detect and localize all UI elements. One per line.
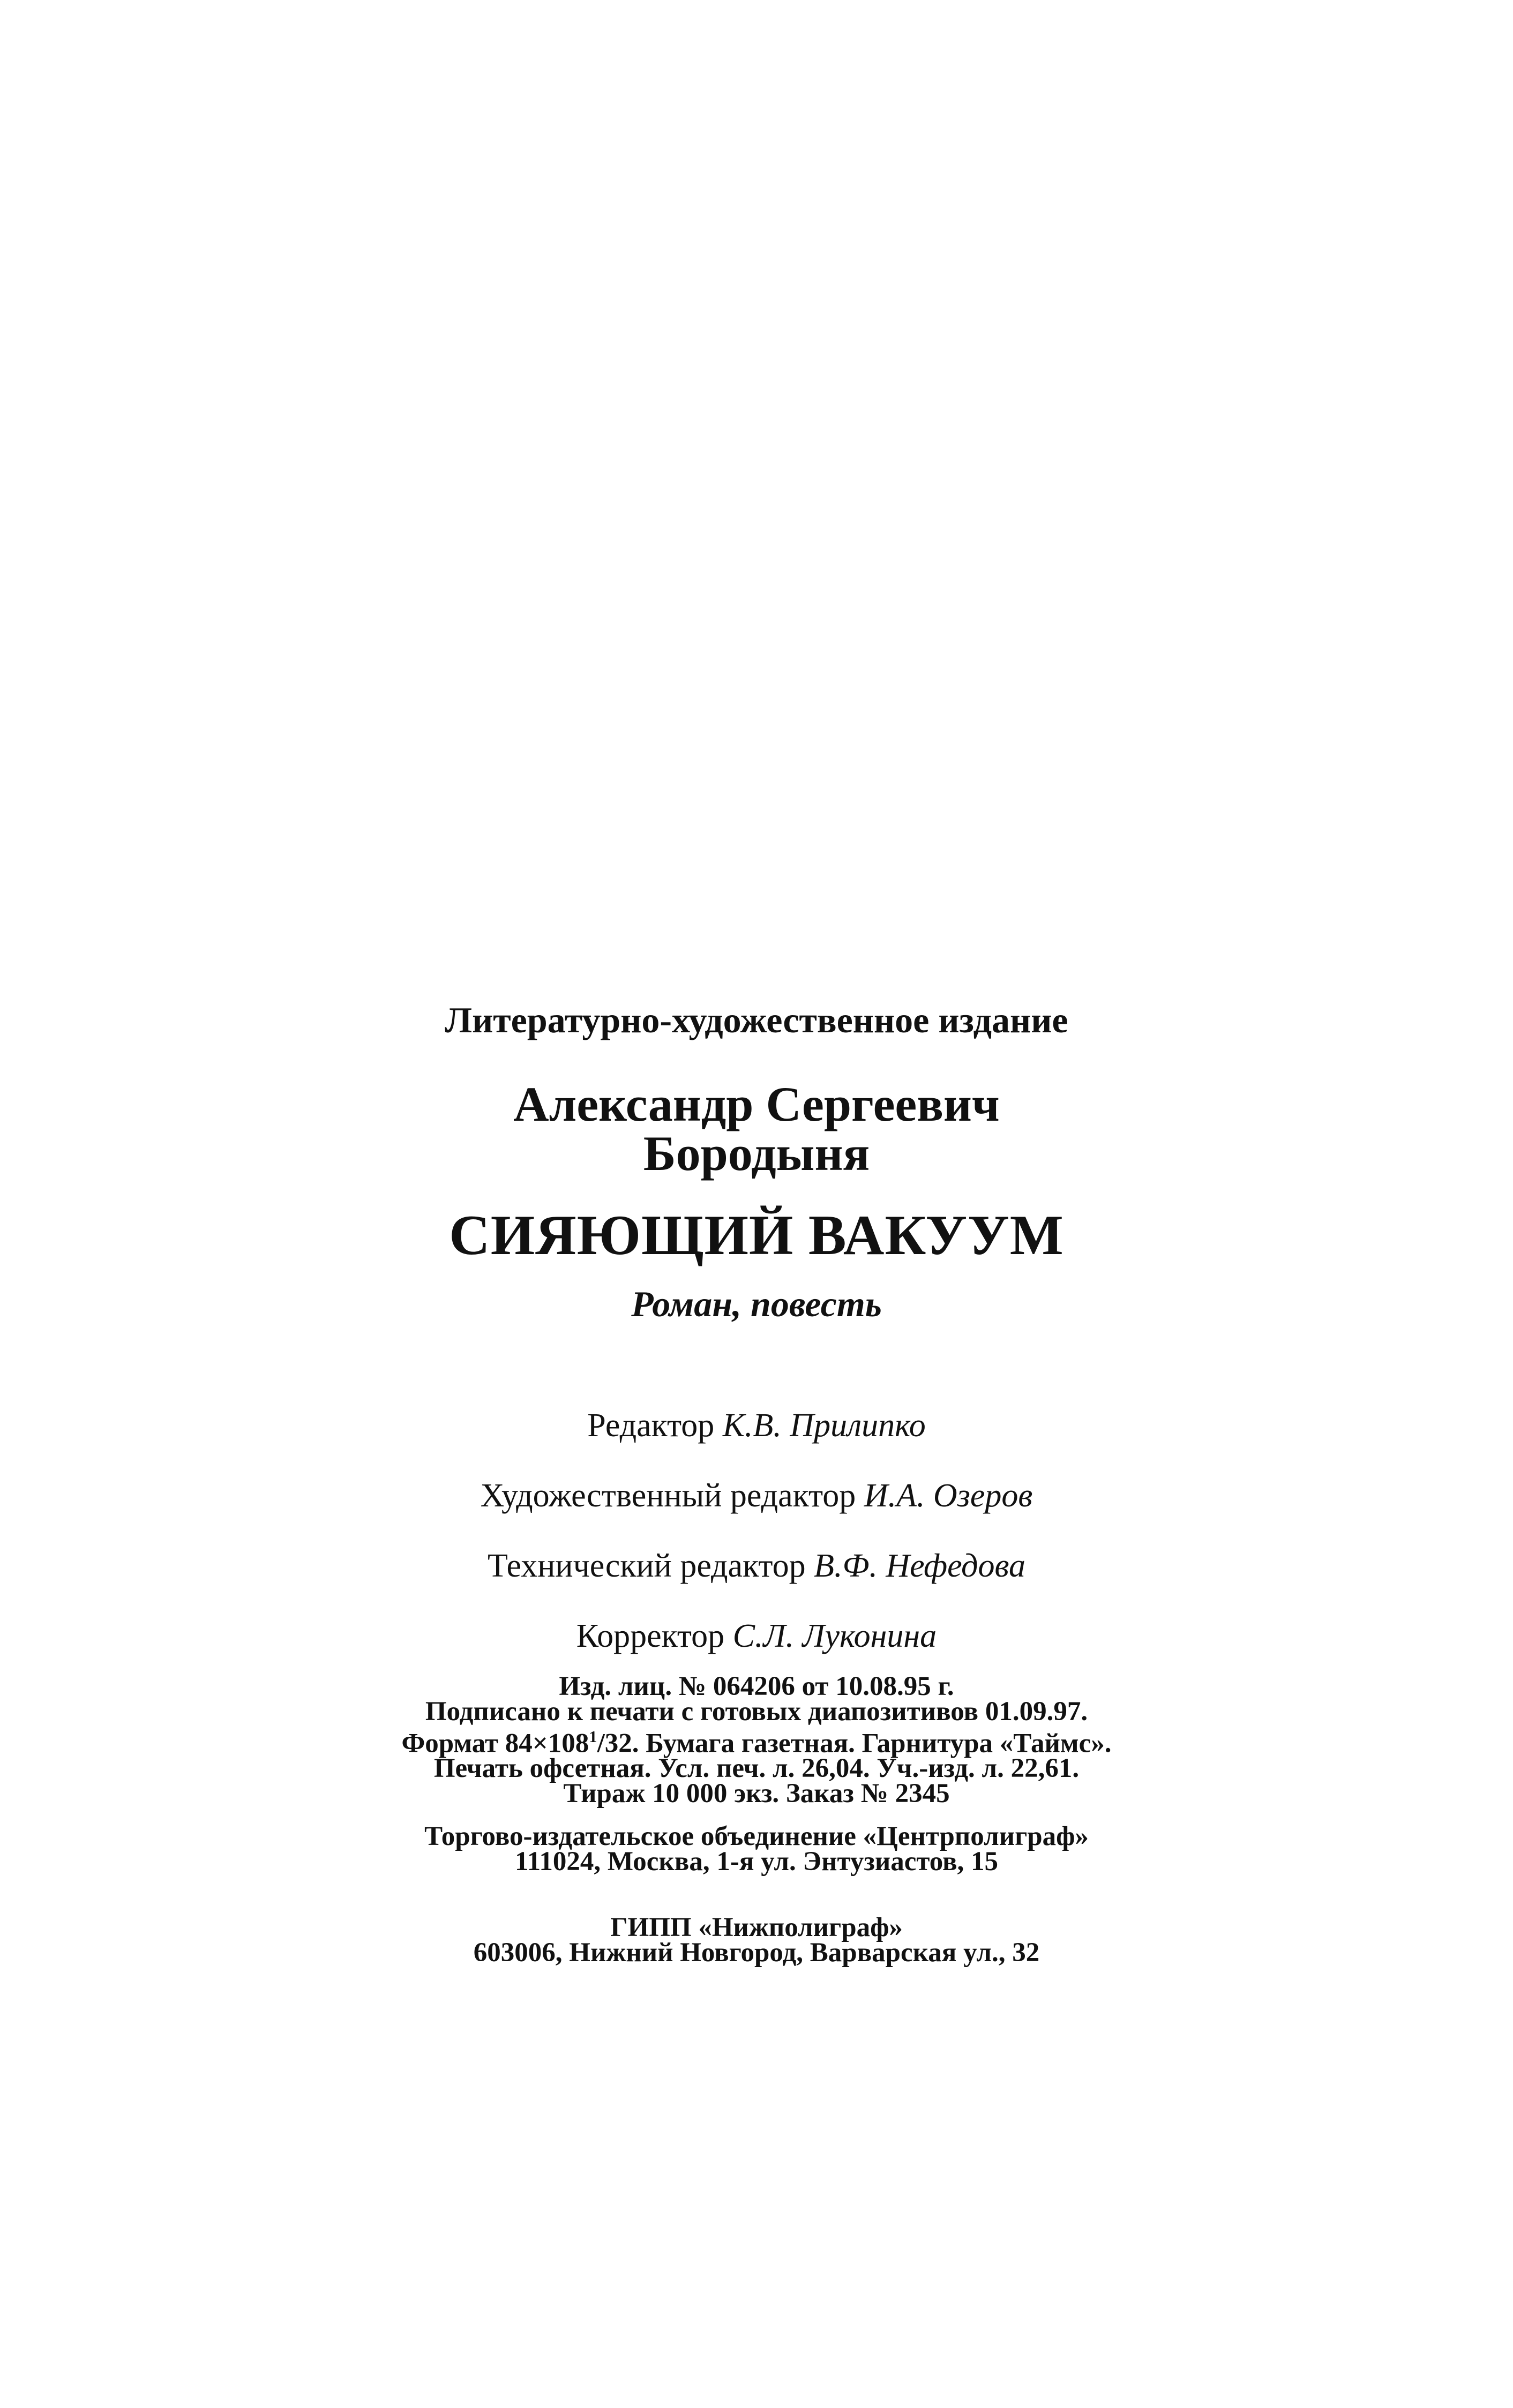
credits-list bbox=[0, 1409, 1513, 1690]
imprint-format-prefix: Формат 84×108 bbox=[401, 1728, 589, 1759]
imprint-print: Печать офсетная. Усл. печ. л. 26,04. Уч.-изд. л. 22,61. bbox=[433, 1753, 1080, 1784]
credit-technical-editor bbox=[0, 1549, 1513, 1582]
book-title-text: СИЯЮЩИЙ ВАКУУМ bbox=[449, 1204, 1064, 1266]
book-genre bbox=[0, 1283, 1513, 1325]
imprint-format-rest: /32. Бумага газетная. Гарнитура «Таймс». bbox=[597, 1728, 1112, 1759]
credit-person: С.Л. Луконина bbox=[732, 1618, 937, 1654]
imprint-details bbox=[0, 1671, 1513, 1809]
edition-type bbox=[0, 999, 1513, 1041]
imprint-license: Изд. лиц. № 064206 от 10.08.95 г. bbox=[559, 1671, 954, 1701]
credit-person: И.А. Озеров bbox=[864, 1477, 1033, 1514]
book-genre-text: Роман, повесть bbox=[631, 1284, 882, 1324]
imprint-format bbox=[0, 1724, 1513, 1759]
printer-address: 603006, Нижний Новгород, Варварская ул., 32 bbox=[473, 1938, 1040, 1968]
author-first-names: Александр Сергеевич bbox=[513, 1077, 1000, 1131]
credit-role: Корректор bbox=[576, 1618, 725, 1654]
credit-art-editor bbox=[0, 1479, 1513, 1512]
publisher-address: 111024, Москва, 1-я ул. Энтузиастов, 15 bbox=[514, 1847, 999, 1877]
book-title bbox=[0, 1203, 1513, 1268]
imprint-run: Тираж 10 000 экз. Заказ № 2345 bbox=[563, 1779, 950, 1809]
author-name bbox=[0, 1077, 1513, 1181]
imprint-format-superscript: 1 bbox=[589, 1728, 597, 1746]
credit-role: Технический редактор bbox=[488, 1548, 806, 1584]
edition-type-text: Литературно-художественное издание bbox=[445, 1000, 1068, 1040]
credit-person: К.В. Прилипко bbox=[722, 1407, 926, 1444]
publisher-info bbox=[0, 1821, 1513, 1877]
author-surname: Бородыня bbox=[643, 1126, 870, 1181]
printer-name: ГИПП «Нижполиграф» bbox=[610, 1912, 903, 1942]
printer-info bbox=[0, 1912, 1513, 1968]
credit-editor bbox=[0, 1409, 1513, 1442]
publisher-name: Торгово-издательское объединение «Центрполиграф» bbox=[424, 1821, 1089, 1851]
imprint-signed: Подписано к печати с готовых диапозитивов 01.09.97. bbox=[425, 1697, 1088, 1727]
credit-person: В.Ф. Нефедова bbox=[814, 1548, 1025, 1584]
credit-proofreader bbox=[0, 1619, 1513, 1653]
credit-role: Редактор bbox=[587, 1407, 715, 1444]
credit-role: Художественный редактор bbox=[480, 1477, 856, 1514]
